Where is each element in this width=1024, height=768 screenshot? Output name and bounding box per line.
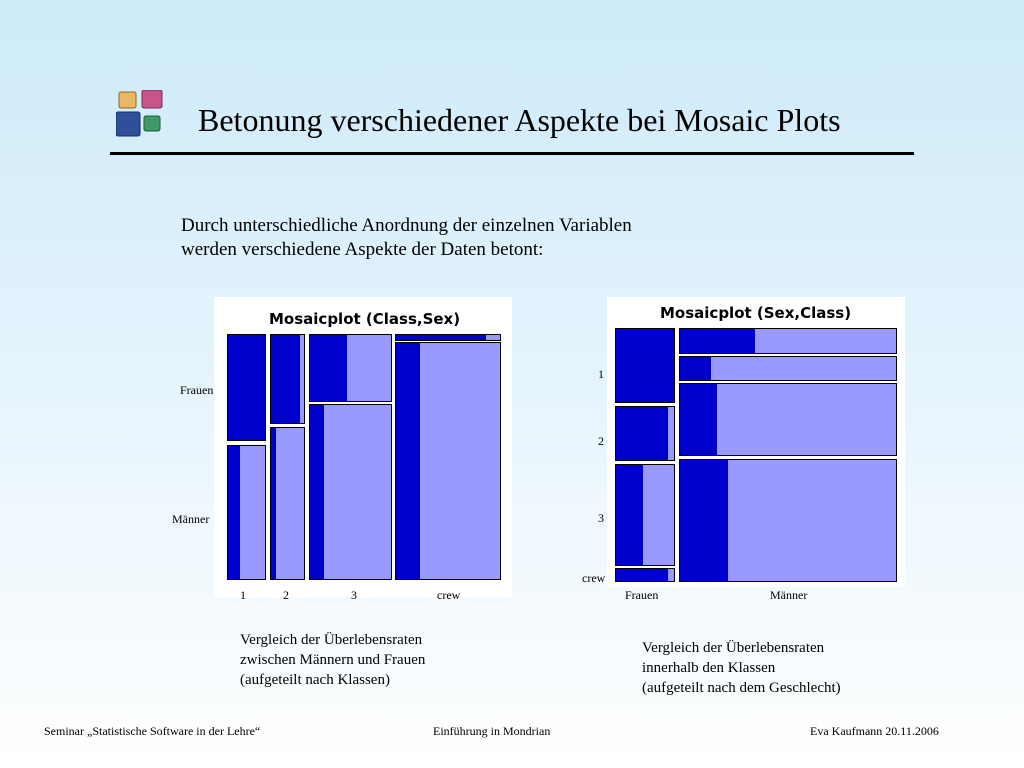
footer-author-date: Eva Kaufmann 20.11.2006 <box>810 724 939 738</box>
footer-seminar: Seminar „Statistische Software in der Lehre“ <box>44 724 261 738</box>
intro-line-2: werden verschiedene Aspekte der Daten betont: <box>181 239 544 260</box>
caption-line: zwischen Männern und Frauen <box>240 652 426 668</box>
y-tick-label: crew <box>582 571 606 585</box>
mosaic-plot-sex-class <box>607 297 905 587</box>
caption-line: Vergleich der Überlebensraten <box>642 640 825 656</box>
page-title: Betonung verschiedener Aspekte bei Mosaic Plots <box>198 102 841 138</box>
x-tick-label: 2 <box>283 588 289 602</box>
tile-crew-maenner <box>395 342 501 580</box>
tile-3-maenner <box>309 404 392 580</box>
x-tick-label: 3 <box>351 588 357 602</box>
y-tick-label: Männer <box>172 512 210 526</box>
survived-part <box>680 329 755 353</box>
survived-part <box>680 460 728 581</box>
x-tick-label: 1 <box>240 588 246 602</box>
tile-2-maenner <box>270 427 305 580</box>
x-tick-label: Frauen <box>625 588 659 602</box>
survived-part <box>271 335 300 423</box>
survived-part <box>396 343 420 579</box>
four-squares-logo-icon <box>116 90 166 140</box>
survived-part <box>616 569 668 581</box>
x-tick-label: Männer <box>770 588 808 602</box>
footer-topic: Einführung in Mondrian <box>433 724 551 738</box>
y-tick-label: 3 <box>598 511 604 525</box>
y-tick-label: 2 <box>598 434 604 448</box>
tile-frauen-2 <box>615 406 675 461</box>
tile-frauen-crew <box>615 568 675 582</box>
tile-frauen-3 <box>615 464 675 566</box>
survived-part <box>310 405 324 579</box>
survived-part <box>396 335 486 340</box>
intro-line-1: Durch unterschiedliche Anordnung der einzelnen Variablen <box>181 215 632 236</box>
survived-part <box>310 335 347 401</box>
tile-1-frauen <box>227 334 266 441</box>
survived-part <box>680 357 711 380</box>
tile-3-frauen <box>309 334 392 402</box>
intro-text <box>181 214 632 262</box>
plot-title: Mosaicplot (Class,Sex) <box>269 310 461 328</box>
tile-1-maenner <box>227 445 266 580</box>
y-tick-label: Frauen <box>180 383 214 397</box>
tile-2-frauen <box>270 334 305 424</box>
tile-maenner-3 <box>679 383 897 456</box>
caption-plot-1 <box>240 630 425 690</box>
title-divider <box>110 152 914 155</box>
tile-maenner-crew <box>679 459 897 582</box>
caption-line: Vergleich der Überlebensraten <box>240 632 423 648</box>
survived-part <box>228 446 240 579</box>
caption-plot-2 <box>642 638 841 698</box>
tile-maenner-2 <box>679 356 897 381</box>
caption-line: (aufgeteilt nach dem Geschlecht) <box>642 680 841 696</box>
caption-line: innerhalb den Klassen <box>642 660 776 676</box>
y-tick-label: 1 <box>598 367 604 381</box>
mosaic-plot-class-sex <box>214 297 512 597</box>
caption-line: (aufgeteilt nach Klassen) <box>240 672 390 688</box>
survived-part <box>616 465 643 565</box>
survived-part <box>616 407 668 460</box>
survived-part <box>680 384 717 455</box>
tile-crew-frauen <box>395 334 501 341</box>
plot-title: Mosaicplot (Sex,Class) <box>660 304 852 322</box>
tile-frauen-1 <box>615 328 675 403</box>
x-tick-label: crew <box>437 588 461 602</box>
tile-maenner-1 <box>679 328 897 354</box>
survived-part <box>271 428 276 579</box>
